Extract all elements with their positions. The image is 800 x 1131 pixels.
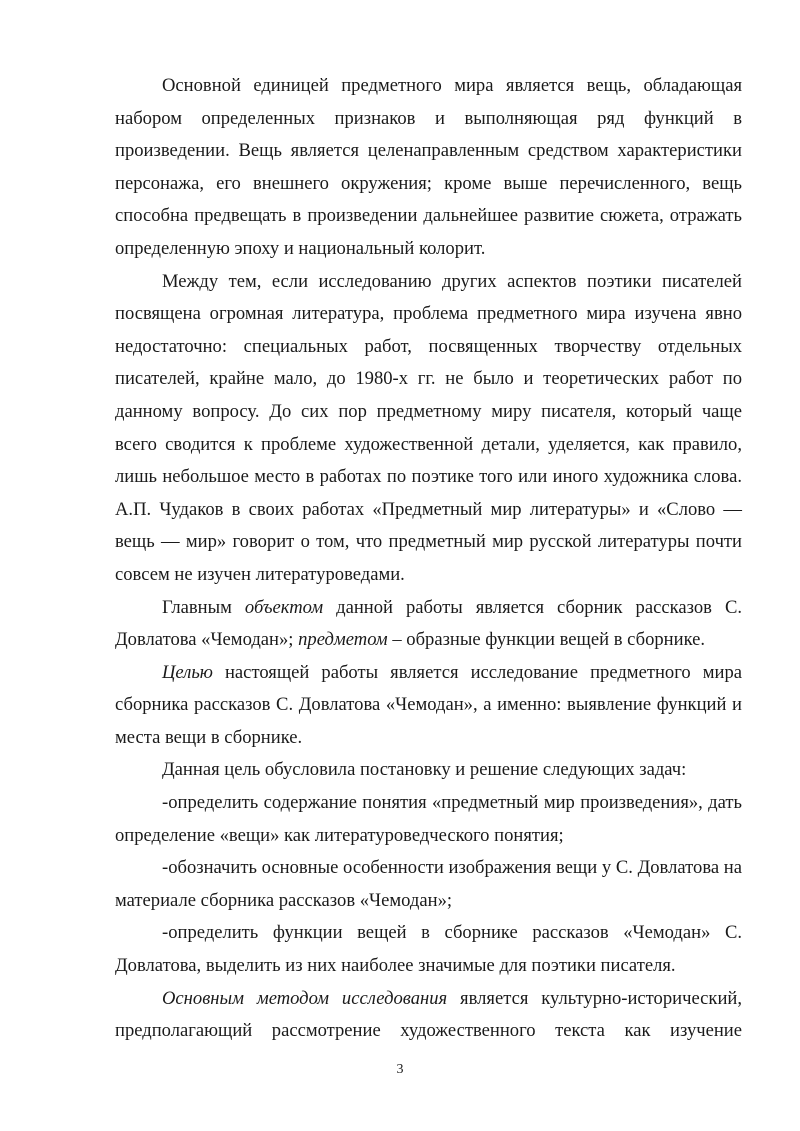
paragraph-1: Основной единицей предметного мира является вещь, обладающая набором определенных признаков и выполняющая ряд функций в произведении. Вещь является целенаправленным средством характеристики персонажа, его внешнего окружения; кроме выше перечисленного, вещь способна предвещать в произведении дальнейшее развитие сюжета, отражать определенную эпоху и национальный колорит. bbox=[115, 75, 742, 259]
task-item-3: -определить функции вещей в сборнике рассказов «Чемодан» С. Довлатова, выделить из них наиболее значимые для поэтики писателя. bbox=[115, 922, 742, 977]
paragraph-3 bbox=[115, 592, 742, 657]
paragraph-4 bbox=[115, 657, 742, 755]
object-term: объектом bbox=[244, 596, 324, 618]
paragraph-5: Данная цель обусловила постановку и решение следующих задач: bbox=[162, 759, 687, 781]
subject-term: предметом bbox=[298, 629, 388, 651]
paragraph-3-text: – образные функции вещей в сборнике. bbox=[387, 629, 706, 651]
task-item-1: -определить содержание понятия «предметный мир произведения», дать определение «вещи» как литературоведческого понятия; bbox=[115, 792, 742, 846]
paragraph-3-text: данной работы является сборник рассказов С. Довлатова «Чемодан»; bbox=[115, 596, 742, 651]
method-term: Основным методом исследования bbox=[162, 987, 448, 1009]
paragraph-3-text: Главным bbox=[162, 596, 245, 618]
body-text bbox=[115, 70, 742, 1048]
goal-term: Целью bbox=[162, 661, 213, 683]
paragraph-4-text: настоящей работы является исследование предметного мира сборника рассказов С. Довлатова «Чемодан», а именно: выявление функций и места вещи в сборнике. bbox=[115, 661, 742, 748]
task-item-2: -обозначить основные особенности изображения вещи у С. Довлатова на материале сборника рассказов «Чемодан»; bbox=[115, 857, 742, 911]
paragraph-9 bbox=[115, 983, 742, 1048]
paragraph-2: Между тем, если исследованию других аспектов поэтики писателей посвящена огромная литература, проблема предметного мира изучена явно недостаточно: специальных работ, посвященных творчеству отдельных писателей, крайне мало, до 1980-х гг. не было и теоретических работ по данному вопросу. До сих пор предметному миру писателя, который чаще всего сводится к проблеме художественной детали, уделяется, как правило, лишь небольшое место в работах по поэтике того или иного художника слова. А.П. Чудаков в своих работах «Предметный мир литературы» и «Слово — вещь — мир» говорит о том, что предметный мир русской литературы почти совсем не изучен литературоведами. bbox=[115, 270, 742, 585]
paragraph-9-text: является культурно-исторический, предполагающий рассмотрение художественного текста как изучение bbox=[115, 987, 742, 1042]
page-number: 3 bbox=[396, 1062, 404, 1077]
